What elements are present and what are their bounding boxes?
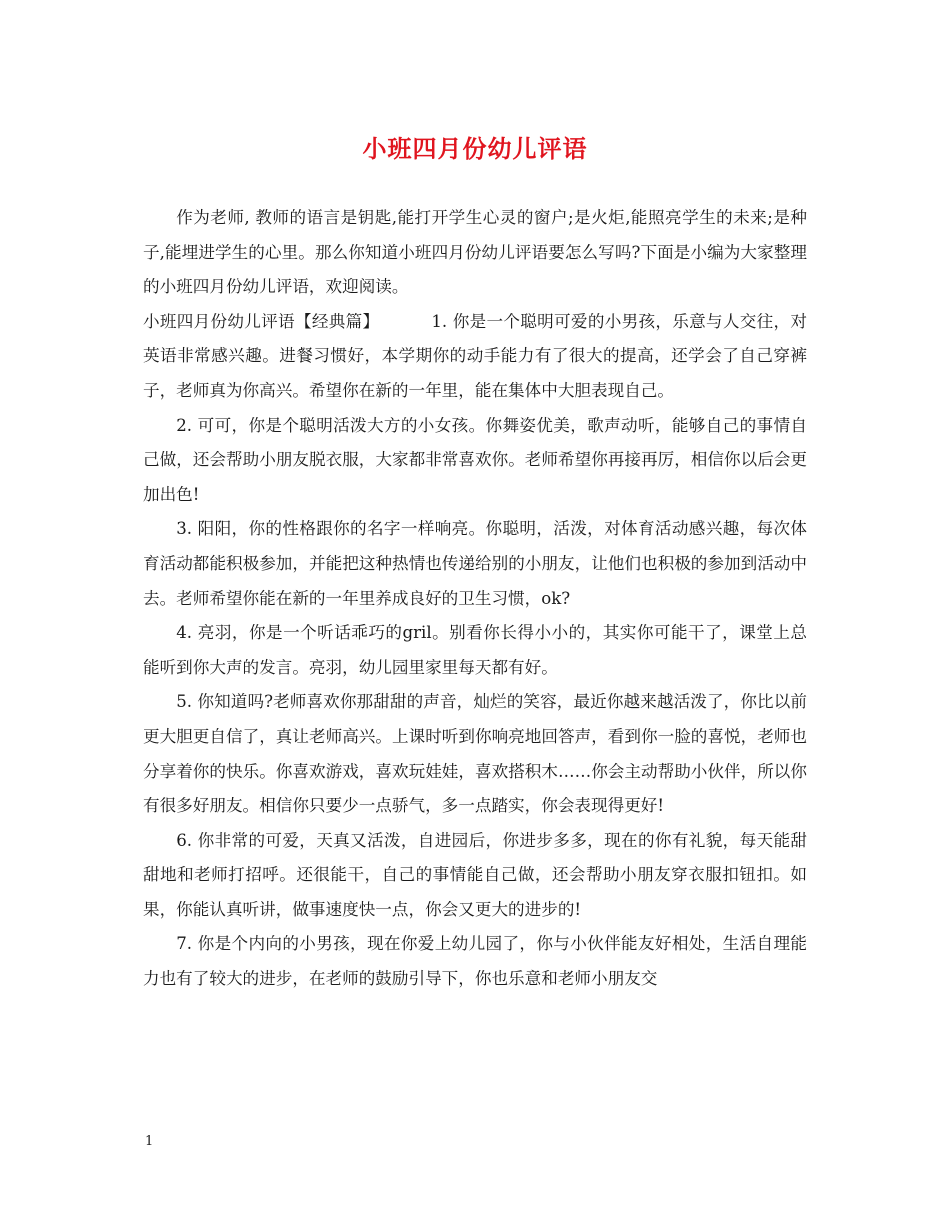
item-paragraph-5: 5. 你知道吗?老师喜欢你那甜甜的声音，灿烂的笑容，最近你越来越活泼了，你比以前更大胆更自信了，真让老师高兴。上课时听到你响亮地回答声，看到你一脸的喜悦，老师也分享着你的快乐。你喜欢游戏，喜欢玩娃娃，喜欢搭积木……你会主动帮助小伙伴，所以你有很多好朋友。相信你只要少一点骄气，多一点踏实，你会表现得更好! [143,692,807,816]
intro-paragraph: 作为老师, 教师的语言是钥匙,能打开学生心灵的窗户;是火炬,能照亮学生的未来;是种子,能埋进学生的心里。那么你知道小班四月份幼儿评语要怎么写吗?下面是小编为大家整理的小班四月份幼儿评语，欢迎阅读。 [143,208,807,297]
page-number: 1 [145,1134,154,1149]
document-title: 小班四月份幼儿评语 [362,134,588,163]
item-paragraph-6: 6. 你非常的可爱，天真又活泼，自进园后，你进步多多，现在的你有礼貌，每天能甜甜地和老师打招呼。还很能干，自己的事情能自己做，还会帮助小朋友穿衣服扣钮扣。如果，你能认真听讲，做事速度快一点，你会又更大的进步的! [143,830,807,919]
item-paragraph-7: 7. 你是个内向的小男孩，现在你爱上幼儿园了，你与小伙伴能友好相处，生活自理能力也有了较大的进步，在老师的鼓励引导下，你也乐意和老师小朋友交 [143,934,807,989]
item-paragraph-2: 2. 可可，你是个聪明活泼大方的小女孩。你舞姿优美，歌声动听，能够自己的事情自己做，还会帮助小朋友脱衣服，大家都非常喜欢你。老师希望你再接再厉，相信你以后会更加出色! [143,415,807,504]
document-body [143,201,807,997]
section-heading: 小班四月份幼儿评语【经典篇】 [143,311,380,331]
item-text-1: 1. 你是一个聪明可爱的小男孩，乐意与人交往，对英语非常感兴趣。进餐习惯好，本学期你的动手能力有了很大的提高，还学会了自己穿裤子，老师真为你高兴。希望你在新的一年里，能在集体中大胆表现自己。 [143,311,807,400]
item-paragraph-3: 3. 阳阳，你的性格跟你的名字一样响亮。你聪明，活泼，对体育活动感兴趣，每次体育活动都能积极参加，并能把这种热情也传递给别的小朋友，让他们也积极的参加到活动中去。老师希望你能在新的一年里养成良好的卫生习惯，ok? [143,519,807,608]
item-paragraph-1 [143,305,807,409]
item-paragraph-4: 4. 亮羽，你是一个听话乖巧的gril。别看你长得小小的，其实你可能干了，课堂上总能听到你大声的发言。亮羽，幼儿园里家里每天都有好。 [143,623,807,677]
